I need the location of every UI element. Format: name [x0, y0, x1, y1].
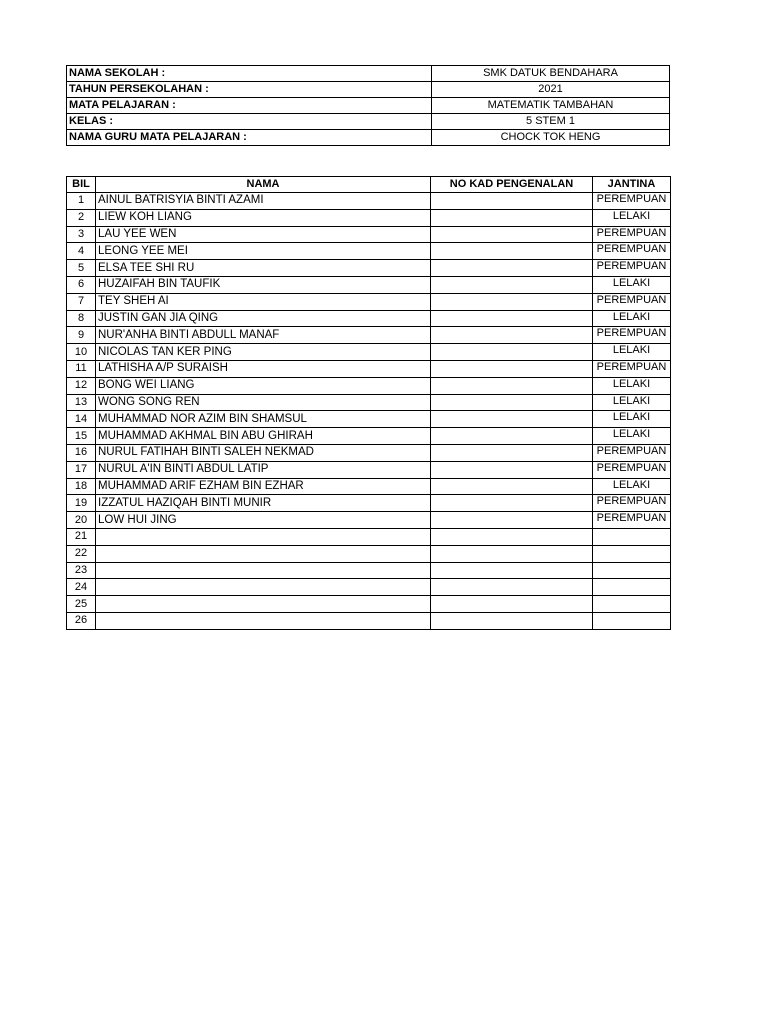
student-name: LOW HUI JING [96, 512, 431, 529]
student-gender [593, 612, 671, 629]
info-row [67, 66, 670, 82]
header-jantina: JANTINA [593, 177, 671, 193]
student-row [67, 293, 671, 310]
student-number: 23 [67, 562, 96, 579]
student-gender: LELAKI [593, 394, 671, 411]
student-number: 6 [67, 276, 96, 293]
student-ic-number [431, 360, 593, 377]
info-value: SMK DATUK BENDAHARA [432, 66, 670, 82]
student-row [67, 444, 671, 461]
info-label: NAMA SEKOLAH : [67, 66, 432, 82]
student-name: MUHAMMAD ARIF EZHAM BIN EZHAR [96, 478, 431, 495]
student-gender: LELAKI [593, 209, 671, 226]
student-gender: LELAKI [593, 310, 671, 327]
student-number: 12 [67, 377, 96, 394]
student-gender [593, 562, 671, 579]
student-row [67, 428, 671, 445]
student-row [67, 394, 671, 411]
student-name: NICOLAS TAN KER PING [96, 344, 431, 361]
student-gender: LELAKI [593, 377, 671, 394]
student-ic-number [431, 411, 593, 428]
student-number: 4 [67, 243, 96, 260]
student-name [96, 545, 431, 562]
student-ic-number [431, 276, 593, 293]
student-gender: LELAKI [593, 344, 671, 361]
student-row [67, 495, 671, 512]
student-row [67, 344, 671, 361]
student-name: NUR'ANHA BINTI ABDULL MANAF [96, 327, 431, 344]
student-gender: LELAKI [593, 411, 671, 428]
student-gender: LELAKI [593, 276, 671, 293]
student-number: 11 [67, 360, 96, 377]
student-number: 5 [67, 260, 96, 277]
student-ic-number [431, 562, 593, 579]
student-table-body [67, 193, 671, 630]
student-row [67, 243, 671, 260]
student-number: 7 [67, 293, 96, 310]
student-ic-number [431, 226, 593, 243]
student-gender [593, 579, 671, 596]
student-row [67, 310, 671, 327]
student-row [67, 377, 671, 394]
student-name: LATHISHA A/P SURAISH [96, 360, 431, 377]
info-value: MATEMATIK TAMBAHAN [432, 98, 670, 114]
header-nama: NAMA [96, 177, 431, 193]
student-name: LAU YEE WEN [96, 226, 431, 243]
student-gender: PEREMPUAN [593, 444, 671, 461]
student-row [67, 360, 671, 377]
info-value: 2021 [432, 82, 670, 98]
student-name: MUHAMMAD AKHMAL BIN ABU GHIRAH [96, 428, 431, 445]
student-name [96, 612, 431, 629]
student-gender: PEREMPUAN [593, 360, 671, 377]
student-gender: PEREMPUAN [593, 327, 671, 344]
student-gender: LELAKI [593, 428, 671, 445]
student-ic-number [431, 512, 593, 529]
student-number: 24 [67, 579, 96, 596]
student-row [67, 612, 671, 629]
student-number: 1 [67, 193, 96, 210]
header-bil: BIL [67, 177, 96, 193]
student-number: 13 [67, 394, 96, 411]
student-gender: PEREMPUAN [593, 461, 671, 478]
student-row [67, 579, 671, 596]
student-name: NURUL A'IN BINTI ABDUL LATIP [96, 461, 431, 478]
student-name: NURUL FATIHAH BINTI SALEH NEKMAD [96, 444, 431, 461]
student-row [67, 562, 671, 579]
info-label: MATA PELAJARAN : [67, 98, 432, 114]
student-row [67, 193, 671, 210]
student-ic-number [431, 612, 593, 629]
student-name: AINUL BATRISYIA BINTI AZAMI [96, 193, 431, 210]
student-name: MUHAMMAD NOR AZIM BIN SHAMSUL [96, 411, 431, 428]
student-name: LIEW KOH LIANG [96, 209, 431, 226]
student-number: 22 [67, 545, 96, 562]
info-label: KELAS : [67, 114, 432, 130]
student-ic-number [431, 193, 593, 210]
student-ic-number [431, 461, 593, 478]
info-row [67, 130, 670, 146]
student-name: TEY SHEH AI [96, 293, 431, 310]
student-ic-number [431, 344, 593, 361]
student-name: ELSA TEE SHI RU [96, 260, 431, 277]
student-gender: PEREMPUAN [593, 293, 671, 310]
student-number: 8 [67, 310, 96, 327]
student-ic-number [431, 545, 593, 562]
student-ic-number [431, 528, 593, 545]
student-gender [593, 545, 671, 562]
student-list-table [66, 176, 671, 630]
student-ic-number [431, 260, 593, 277]
student-number: 18 [67, 478, 96, 495]
student-number: 15 [67, 428, 96, 445]
student-gender [593, 528, 671, 545]
student-name: BONG WEI LIANG [96, 377, 431, 394]
student-number: 9 [67, 327, 96, 344]
student-ic-number [431, 596, 593, 613]
student-ic-number [431, 310, 593, 327]
student-ic-number [431, 209, 593, 226]
student-ic-number [431, 377, 593, 394]
student-ic-number [431, 478, 593, 495]
student-name: HUZAIFAH BIN TAUFIK [96, 276, 431, 293]
info-value: CHOCK TOK HENG [432, 130, 670, 146]
student-name: WONG SONG REN [96, 394, 431, 411]
info-row [67, 114, 670, 130]
student-name: JUSTIN GAN JIA QING [96, 310, 431, 327]
student-gender: PEREMPUAN [593, 512, 671, 529]
student-gender [593, 596, 671, 613]
student-number: 26 [67, 612, 96, 629]
student-name [96, 596, 431, 613]
student-number: 25 [67, 596, 96, 613]
student-number: 21 [67, 528, 96, 545]
info-label: NAMA GURU MATA PELAJARAN : [67, 130, 432, 146]
student-row [67, 209, 671, 226]
student-gender: PEREMPUAN [593, 260, 671, 277]
student-number: 16 [67, 444, 96, 461]
info-row [67, 82, 670, 98]
header-ic: NO KAD PENGENALAN [431, 177, 593, 193]
student-row [67, 461, 671, 478]
student-row [67, 545, 671, 562]
student-row [67, 276, 671, 293]
student-ic-number [431, 428, 593, 445]
student-ic-number [431, 495, 593, 512]
student-number: 19 [67, 495, 96, 512]
info-label: TAHUN PERSEKOLAHAN : [67, 82, 432, 98]
student-row [67, 512, 671, 529]
student-gender: PEREMPUAN [593, 226, 671, 243]
student-gender: PEREMPUAN [593, 243, 671, 260]
student-row [67, 596, 671, 613]
school-info-body [67, 66, 670, 146]
student-number: 10 [67, 344, 96, 361]
student-ic-number [431, 444, 593, 461]
student-ic-number [431, 327, 593, 344]
student-row [67, 260, 671, 277]
student-row [67, 478, 671, 495]
student-gender: PEREMPUAN [593, 495, 671, 512]
student-ic-number [431, 293, 593, 310]
student-row [67, 327, 671, 344]
student-name [96, 579, 431, 596]
student-name: LEONG YEE MEI [96, 243, 431, 260]
student-number: 3 [67, 226, 96, 243]
student-number: 17 [67, 461, 96, 478]
student-number: 2 [67, 209, 96, 226]
student-name: IZZATUL HAZIQAH BINTI MUNIR [96, 495, 431, 512]
student-number: 20 [67, 512, 96, 529]
student-gender: LELAKI [593, 478, 671, 495]
school-info-table [66, 65, 670, 146]
student-ic-number [431, 243, 593, 260]
student-ic-number [431, 394, 593, 411]
student-name [96, 528, 431, 545]
student-row [67, 528, 671, 545]
student-ic-number [431, 579, 593, 596]
student-gender: PEREMPUAN [593, 193, 671, 210]
student-number: 14 [67, 411, 96, 428]
info-row [67, 98, 670, 114]
student-row [67, 226, 671, 243]
info-value: 5 STEM 1 [432, 114, 670, 130]
student-table-header-row [67, 177, 671, 193]
student-row [67, 411, 671, 428]
student-name [96, 562, 431, 579]
